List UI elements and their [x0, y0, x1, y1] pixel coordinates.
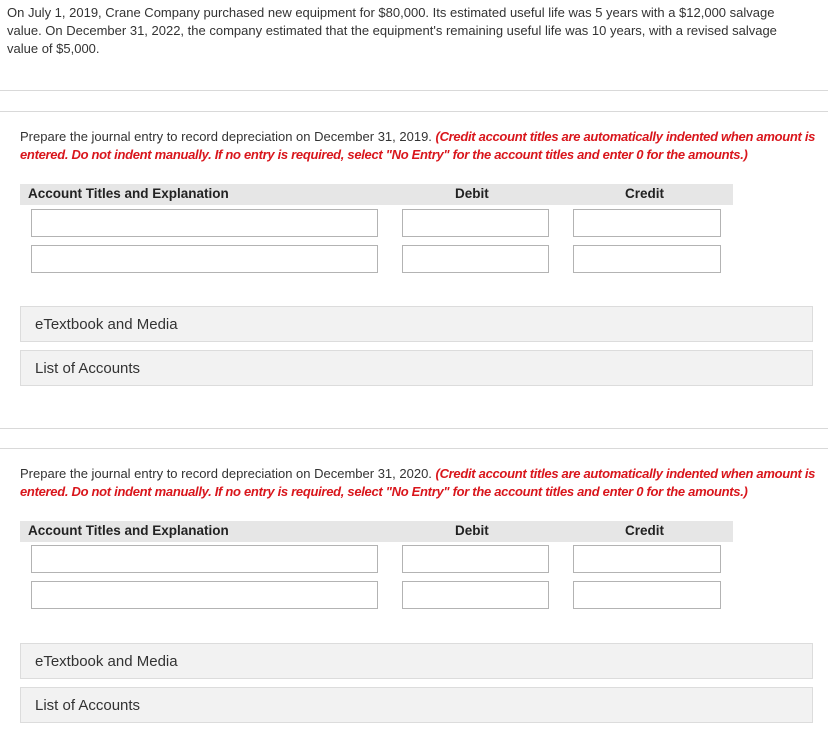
question-prompt	[20, 128, 820, 164]
header-account-titles: Account Titles and Explanation	[28, 523, 229, 538]
etextbook-media-button[interactable]	[20, 306, 813, 342]
etextbook-media-label: eTextbook and Media	[35, 316, 178, 333]
prompt-instruction: (Credit account titles are automatically indented when amount is entered. Do not indent manually. If no entry is required, select "No Entry" for the account titles and enter 0 for the amounts.)	[20, 466, 816, 499]
journal-entry-section-2019	[0, 128, 828, 388]
divider	[0, 428, 828, 429]
list-of-accounts-label: List of Accounts	[35, 697, 141, 714]
list-of-accounts-button[interactable]	[20, 687, 813, 723]
debit-input[interactable]	[402, 581, 549, 609]
header-debit: Debit	[455, 186, 489, 201]
account-title-input[interactable]	[31, 545, 378, 573]
header-debit: Debit	[455, 523, 489, 538]
question-prompt	[20, 465, 820, 501]
account-title-input[interactable]	[31, 581, 378, 609]
prompt-text: Prepare the journal entry to record depreciation on December 31, 2020.	[20, 466, 432, 481]
prompt-instruction: (Credit account titles are automatically indented when amount is entered. Do not indent manually. If no entry is required, select "No Entry" for the account titles and enter 0 for the amounts.)	[20, 129, 816, 162]
etextbook-media-button[interactable]	[20, 643, 813, 679]
account-title-input[interactable]	[31, 245, 378, 273]
credit-input[interactable]	[573, 209, 721, 237]
journal-table-header	[20, 184, 733, 205]
credit-input[interactable]	[573, 581, 721, 609]
debit-input[interactable]	[402, 245, 549, 273]
prompt-text: Prepare the journal entry to record depreciation on December 31, 2019.	[20, 129, 432, 144]
credit-input[interactable]	[573, 545, 721, 573]
divider	[0, 111, 828, 112]
header-credit: Credit	[625, 186, 665, 201]
list-of-accounts-label: List of Accounts	[35, 360, 141, 377]
journal-entry-section-2020	[0, 465, 828, 725]
etextbook-media-label: eTextbook and Media	[35, 653, 178, 670]
debit-input[interactable]	[402, 209, 549, 237]
divider	[0, 90, 828, 91]
header-account-titles: Account Titles and Explanation	[28, 186, 229, 201]
header-credit: Credit	[625, 523, 665, 538]
divider	[0, 448, 828, 449]
problem-statement: On July 1, 2019, Crane Company purchased new equipment for $80,000. Its estimated useful life was 5 years with a $12,000 salvage value. On December 31, 2022, the company estimated that the equipment's remaining useful life was 10 years, with a revised salvage value of $5,000.	[7, 5, 777, 56]
list-of-accounts-button[interactable]	[20, 350, 813, 386]
debit-input[interactable]	[402, 545, 549, 573]
journal-table-header	[20, 521, 733, 542]
credit-input[interactable]	[573, 245, 721, 273]
account-title-input[interactable]	[31, 209, 378, 237]
